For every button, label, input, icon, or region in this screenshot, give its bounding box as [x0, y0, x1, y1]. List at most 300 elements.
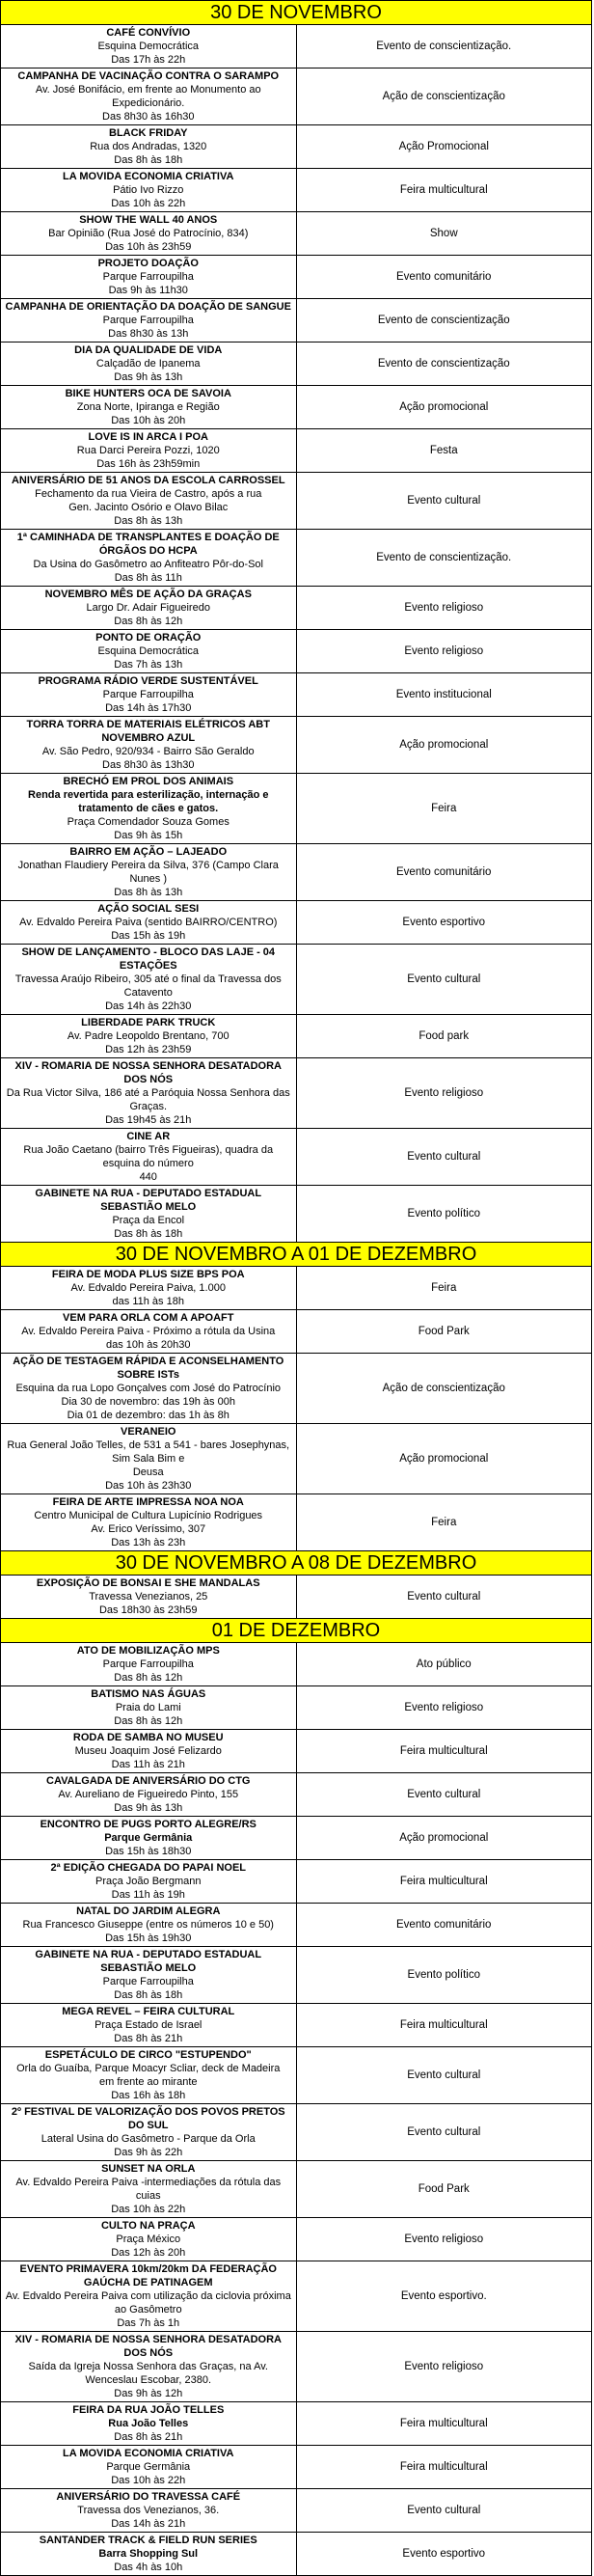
event-details — [1, 1015, 297, 1058]
event-detail-line: Travessa dos Venezianos, 36. — [77, 2505, 220, 2516]
event-name: XIV - ROMARIA DE NOSSA SENHORA DESATADORA DOS NÓS — [14, 2334, 282, 2359]
event-row — [1, 299, 592, 343]
event-detail-line: Esquina da rua Lopo Gonçalves com José do Patrocínio — [15, 1383, 282, 1394]
event-type: Evento político — [296, 1186, 592, 1243]
event-name: AÇÃO DE TESTAGEM RÁPIDA E ACONSELHAMENTO SOBRE ISTs — [13, 1356, 284, 1381]
event-type: Feira — [296, 1267, 592, 1310]
event-detail-line: Parque Farroupilha — [102, 315, 194, 326]
event-detail-line: Av. Edvaldo Pereira Paiva -intermediações da rótula das cuias — [15, 2177, 282, 2202]
event-detail-line: Das 14h às 21h — [111, 2518, 186, 2530]
event-type: Evento cultural — [296, 1576, 592, 1619]
event-name: ATO DE MOBILIZAÇÃO MPS — [76, 1645, 220, 1657]
event-detail-line: Centro Municipal de Cultura Lupicínio Rodrigues — [34, 1510, 263, 1521]
events-table-body — [1, 1, 592, 2576]
event-row — [1, 2332, 592, 2402]
event-detail-line: Da Usina do Gasômetro ao Anfiteatro Pôr-do-Sol — [33, 559, 263, 570]
event-name: FEIRA DE ARTE IMPRESSA NOA NOA — [52, 1496, 244, 1508]
event-name: BIKE HUNTERS OCA DE SAVOIA — [65, 388, 231, 399]
event-row — [1, 844, 592, 901]
event-name: LOVE IS IN ARCA I POA — [88, 431, 208, 443]
event-type: Feira — [296, 774, 592, 844]
event-name: PROJETO DOAÇÃO — [97, 258, 199, 269]
date-header-row — [1, 1243, 592, 1267]
event-row — [1, 530, 592, 587]
date-header-row — [1, 1619, 592, 1643]
event-detail-line: Das 16h às 23h59min — [96, 458, 201, 470]
event-detail-line: Das 8h às 21h — [114, 2431, 183, 2443]
event-name: FEIRA DA RUA JOÃO TELLES — [72, 2404, 225, 2416]
event-type: Evento religioso — [296, 2332, 592, 2402]
event-name: CAVALGADA DE ANIVERSÁRIO DO CTG — [46, 1775, 251, 1787]
event-type: Feira multicultural — [296, 2446, 592, 2489]
event-detail-line: Travessa Venezianos, 25 — [89, 1591, 208, 1603]
event-row — [1, 1643, 592, 1686]
event-detail-line: Praça Comendador Souza Gomes — [67, 816, 230, 828]
event-detail-line: Das 8h às 13h — [114, 515, 183, 527]
event-name: 2º FESTIVAL DE VALORIZAÇÃO DOS POVOS PRETOS DO SUL — [11, 2106, 285, 2131]
event-details — [1, 1129, 297, 1186]
event-name: CAMPANHA DE ORIENTAÇÃO DA DOAÇÃO DE SANGUE — [5, 301, 291, 313]
event-detail-line: Praça México — [116, 2233, 181, 2245]
event-details — [1, 386, 297, 429]
event-row — [1, 343, 592, 386]
event-detail-line: Rua Darci Pereira Pozzi, 1020 — [76, 445, 220, 456]
event-name: CULTO NA PRAÇA — [100, 2220, 196, 2232]
event-details — [1, 673, 297, 717]
event-type: Evento cultural — [296, 473, 592, 530]
event-details — [1, 1186, 297, 1243]
event-details — [1, 630, 297, 673]
event-row — [1, 1186, 592, 1243]
event-detail-line: Fechamento da rua Vieira de Castro, após a rua — [35, 488, 262, 500]
event-type: Ação promocional — [296, 717, 592, 774]
event-row — [1, 1730, 592, 1773]
event-details — [1, 1730, 297, 1773]
event-name: AÇÃO SOCIAL SESI — [97, 903, 200, 915]
event-row — [1, 2402, 592, 2446]
event-row — [1, 1015, 592, 1058]
event-row — [1, 1817, 592, 1860]
event-detail-line: Das 9h às 13h — [114, 371, 183, 383]
event-type: Evento religioso — [296, 2218, 592, 2261]
event-row — [1, 1576, 592, 1619]
event-detail-line: Das 14h às 17h30 — [105, 702, 192, 714]
event-detail-line: em frente ao mirante — [99, 2076, 198, 2088]
event-row — [1, 256, 592, 299]
event-detail-line: Parque Farroupilha — [102, 271, 194, 283]
event-details — [1, 2218, 297, 2261]
event-detail-line: Av. Edvaldo Pereira Paiva (sentido BAIRRO/CENTRO) — [19, 917, 278, 928]
event-details — [1, 1494, 297, 1551]
event-type: Ação promocional — [296, 386, 592, 429]
event-row — [1, 2161, 592, 2218]
event-type: Feira multicultural — [296, 1730, 592, 1773]
event-detail-line: Das 18h30 às 23h59 — [98, 1604, 198, 1616]
event-type: Evento de conscientização — [296, 299, 592, 343]
event-name: GABINETE NA RUA - DEPUTADO ESTADUAL SEBASTIÃO MELO — [35, 1949, 262, 1974]
event-detail-line: Parque Farroupilha — [102, 1976, 194, 1987]
event-detail-line: Saída da Igreja Nossa Senhora das Graças, na Av. Wenceslau Escobar, 2380. — [28, 2361, 268, 2386]
event-detail-line: Das 10h às 23h30 — [105, 1480, 192, 1492]
event-type: Evento de conscientização. — [296, 530, 592, 587]
event-details — [1, 2446, 297, 2489]
event-details — [1, 2533, 297, 2576]
event-detail-line: Av. José Bonifácio, em frente ao Monumento ao Expedicionário. — [35, 84, 261, 109]
event-name: LIBERDADE PARK TRUCK — [81, 1017, 216, 1028]
event-type: Evento cultural — [296, 2047, 592, 2104]
event-detail-line: 440 — [139, 1171, 157, 1183]
event-type: Food Park — [296, 2161, 592, 2218]
date-header: 01 DE DEZEMBRO — [1, 1619, 592, 1643]
event-details — [1, 530, 297, 587]
event-name: ESPETÁCULO DE CIRCO "ESTUPENDO" — [44, 2049, 252, 2061]
event-row — [1, 386, 592, 429]
event-type: Evento cultural — [296, 2104, 592, 2161]
event-detail-line: Das 10h às 22h — [111, 2475, 186, 2486]
event-detail-line: Das 8h às 21h — [114, 2033, 183, 2044]
event-detail-line: Da Rua Victor Silva, 186 até a Paróquia Nossa Senhora das Graças. — [6, 1087, 290, 1112]
event-row — [1, 1129, 592, 1186]
event-name: CINE AR — [126, 1131, 171, 1142]
event-details — [1, 1576, 297, 1619]
event-name: BAIRRO EM AÇÃO – LAJEADO — [69, 846, 228, 858]
event-name: BATISMO NAS ÁGUAS — [91, 1688, 206, 1700]
event-details — [1, 901, 297, 945]
event-detail-line: Das 8h às 12h — [114, 616, 183, 627]
event-detail-line: Das 16h às 18h — [111, 2090, 186, 2101]
event-detail-line: Dia 01 de dezembro: das 1h às 8h — [67, 1410, 230, 1421]
event-details — [1, 774, 297, 844]
event-detail-line: Das 11h às 21h — [111, 1759, 185, 1770]
event-row — [1, 901, 592, 945]
event-detail-line: Jonathan Flaudiery Pereira da Silva, 376 (Campo Clara Nunes ) — [17, 860, 279, 885]
event-type: Evento cultural — [296, 1129, 592, 1186]
event-detail-line: Deusa — [132, 1466, 164, 1478]
event-type: Evento religioso — [296, 1058, 592, 1129]
event-name: TORRA TORRA DE MATERIAIS ELÉTRICOS ABT NOVEMBRO AZUL — [26, 719, 270, 744]
event-row — [1, 2261, 592, 2332]
event-detail-line: Das 7h às 13h — [114, 659, 183, 671]
event-details — [1, 1058, 297, 1129]
event-row — [1, 25, 592, 69]
event-row — [1, 673, 592, 717]
event-details — [1, 473, 297, 530]
event-name: VERANEIO — [121, 1426, 176, 1438]
event-details — [1, 717, 297, 774]
event-row — [1, 2004, 592, 2047]
event-name: XIV - ROMARIA DE NOSSA SENHORA DESATADORA DOS NÓS — [14, 1060, 282, 1085]
event-row — [1, 2104, 592, 2161]
event-detail-line: das 10h às 20h30 — [106, 1339, 191, 1351]
event-row — [1, 1947, 592, 2004]
event-name: BRECHÓ EM PROL DOS ANIMAIS — [63, 776, 234, 787]
event-type: Evento cultural — [296, 1773, 592, 1817]
event-row — [1, 2218, 592, 2261]
event-type: Evento religioso — [296, 630, 592, 673]
event-detail-line: Av. São Pedro, 920/934 - Bairro São Geraldo — [41, 746, 255, 757]
event-details — [1, 1354, 297, 1424]
event-name: RODA DE SAMBA NO MUSEU — [72, 1732, 224, 1743]
event-detail-line: Orla do Guaíba, Parque Moacyr Scliar, deck de Madeira — [16, 2063, 281, 2074]
event-detail-line: Rua Francesco Giuseppe (entre os números 10 e 50) — [22, 1919, 274, 1931]
event-type: Evento cultural — [296, 2489, 592, 2533]
event-row — [1, 125, 592, 169]
event-details — [1, 2489, 297, 2533]
event-detail-line: Rua dos Andradas, 1320 — [90, 141, 207, 152]
event-details — [1, 2332, 297, 2402]
event-detail-line: Barra Shopping Sul — [98, 2548, 199, 2560]
event-detail-line: Das 9h às 11h30 — [108, 285, 188, 296]
event-details — [1, 587, 297, 630]
event-type: Ação promocional — [296, 1817, 592, 1860]
event-name: CAMPANHA DE VACINAÇÃO CONTRA O SARAMPO — [17, 70, 280, 82]
event-type: Evento esportivo — [296, 2533, 592, 2576]
event-detail-line: das 11h às 18h — [112, 1296, 184, 1307]
event-type: Ação de conscientização — [296, 1354, 592, 1424]
event-detail-line: Esquina Democrática — [97, 645, 200, 657]
event-detail-line: Das 10h às 23h59 — [105, 241, 192, 253]
event-details — [1, 125, 297, 169]
event-detail-line: Das 8h às 18h — [114, 154, 183, 166]
event-type: Ato público — [296, 1643, 592, 1686]
event-row — [1, 945, 592, 1015]
event-detail-line: Lateral Usina do Gasômetro - Parque da Orla — [40, 2133, 256, 2145]
event-detail-line: Das 11h às 19h — [111, 1889, 185, 1901]
event-detail-line: Das 17h às 22h — [111, 54, 186, 66]
event-row — [1, 2489, 592, 2533]
event-type: Evento comunitário — [296, 844, 592, 901]
event-detail-line: Das 10h às 22h — [111, 2204, 186, 2215]
event-name: BLACK FRIDAY — [109, 127, 188, 139]
event-type: Evento de conscientização. — [296, 25, 592, 69]
event-type: Food Park — [296, 1310, 592, 1354]
event-row — [1, 2446, 592, 2489]
event-name: SHOW THE WALL 40 ANOS — [79, 214, 218, 226]
event-detail-line: Rua General João Telles, de 531 a 541 - bares Josephynas, Sim Sala Bim e — [7, 1439, 290, 1465]
event-detail-line: Das 9h às 22h — [114, 2147, 183, 2158]
event-type: Evento comunitário — [296, 1904, 592, 1947]
event-detail-line: Av. Edvaldo Pereira Paiva com utilização da ciclovia próxima ao Gasômetro — [5, 2290, 291, 2316]
date-header: 30 DE NOVEMBRO A 08 DE DEZEMBRO — [1, 1551, 592, 1576]
event-name: GABINETE NA RUA - DEPUTADO ESTADUAL SEBASTIÃO MELO — [35, 1188, 262, 1213]
event-row — [1, 630, 592, 673]
event-name: 2ª EDIÇÃO CHEGADA DO PAPAI NOEL — [50, 1862, 246, 1874]
event-details — [1, 1310, 297, 1354]
event-type: Ação de conscientização — [296, 69, 592, 125]
event-detail-line: Travessa Araújo Ribeiro, 305 até o final da Travessa dos Catavento — [14, 973, 282, 999]
event-detail-line: Das 8h às 18h — [114, 1989, 183, 2001]
event-detail-line: Parque Farroupilha — [102, 689, 194, 700]
event-detail-line: Parque Germânia — [106, 2461, 191, 2473]
event-name: EVENTO PRIMAVERA 10km/20km DA FEDERAÇÃO GAÚCHA DE PATINAGEM — [19, 2263, 277, 2288]
event-details — [1, 25, 297, 69]
event-detail-line: Parque Farroupilha — [102, 1658, 194, 1670]
event-row — [1, 169, 592, 212]
date-header: 30 DE NOVEMBRO — [1, 1, 592, 25]
event-type: Evento institucional — [296, 673, 592, 717]
event-row — [1, 1904, 592, 1947]
event-details — [1, 429, 297, 473]
event-details — [1, 1686, 297, 1730]
event-name: DIA DA QUALIDADE DE VIDA — [74, 344, 223, 356]
event-row — [1, 1424, 592, 1494]
event-detail-line: Rua João Caetano (bairro Três Figueiras), quadra da esquina do número — [23, 1144, 274, 1169]
event-detail-line: Renda revertida para esterilização, internação e tratamento de cães e gatos. — [28, 789, 269, 814]
event-detail-line: Das 8h30 às 13h — [108, 328, 189, 340]
event-detail-line: Das 8h às 13h — [114, 887, 183, 898]
event-name: MEGA REVEL – FEIRA CULTURAL — [62, 2006, 235, 2017]
event-row — [1, 1860, 592, 1904]
event-name: LA MOVIDA ECONOMIA CRIATIVA — [63, 171, 234, 182]
event-detail-line: Das 4h às 10h — [114, 2562, 183, 2573]
event-detail-line: Das 15h às 19h — [111, 930, 186, 942]
event-name: ANIVERSÁRIO DO TRAVESSA CAFÉ — [56, 2491, 241, 2503]
event-detail-line: Dia 30 de novembro: das 19h às 00h — [61, 1396, 235, 1408]
event-details — [1, 1773, 297, 1817]
event-type: Ação Promocional — [296, 125, 592, 169]
event-name: LA MOVIDA ECONOMIA CRIATIVA — [63, 2448, 234, 2459]
event-detail-line: Das 12h às 20h — [111, 2247, 186, 2259]
event-detail-line: Av. Aureliano de Figueiredo Pinto, 155 — [58, 1789, 239, 1800]
event-details — [1, 2104, 297, 2161]
event-detail-line: Das 8h às 12h — [114, 1672, 183, 1684]
event-details — [1, 1267, 297, 1310]
event-row — [1, 1494, 592, 1551]
event-type: Feira multicultural — [296, 2004, 592, 2047]
event-details — [1, 256, 297, 299]
event-details — [1, 1947, 297, 2004]
event-detail-line: Das 8h às 11h — [114, 572, 182, 584]
event-row — [1, 473, 592, 530]
date-header-row — [1, 1, 592, 25]
event-type: Ação promocional — [296, 1424, 592, 1494]
event-detail-line: Das 9h às 12h — [114, 2388, 183, 2399]
event-detail-line: Das 10h às 22h — [111, 198, 186, 209]
event-detail-line: Gen. Jacinto Osório e Olavo Bilac — [68, 502, 229, 513]
event-detail-line: Av. Erico Veríssimo, 307 — [91, 1523, 206, 1535]
event-detail-line: Esquina Democrática — [97, 41, 200, 52]
event-row — [1, 1686, 592, 1730]
event-name: 1ª CAMINHADA DE TRANSPLANTES E DOAÇÃO DE ÓRGÃOS DO HCPA — [16, 532, 280, 557]
event-type: Feira multicultural — [296, 2402, 592, 2446]
event-detail-line: Bar Opinião (Rua José do Patrocínio, 834) — [48, 228, 249, 239]
event-row — [1, 587, 592, 630]
event-detail-line: Praia do Lami — [115, 1702, 181, 1713]
event-details — [1, 1817, 297, 1860]
event-details — [1, 1904, 297, 1947]
event-row — [1, 429, 592, 473]
event-type: Show — [296, 212, 592, 256]
event-type: Evento comunitário — [296, 256, 592, 299]
event-name: SHOW DE LANÇAMENTO - BLOCO DAS LAJE - 04 ESTAÇÕES — [21, 946, 276, 972]
event-details — [1, 2261, 297, 2332]
event-row — [1, 774, 592, 844]
event-row — [1, 1058, 592, 1129]
event-details — [1, 1643, 297, 1686]
event-details — [1, 69, 297, 125]
event-detail-line: Parque Germânia — [104, 1832, 193, 1844]
event-details — [1, 1860, 297, 1904]
event-type: Evento cultural — [296, 945, 592, 1015]
event-type: Feira multicultural — [296, 169, 592, 212]
event-type: Evento esportivo. — [296, 2261, 592, 2332]
event-name: CAFÉ CONVÍVIO — [106, 27, 191, 39]
event-detail-line: Museu Joaquim José Felizardo — [74, 1745, 222, 1757]
event-row — [1, 717, 592, 774]
event-detail-line: Av. Padre Leopoldo Brentano, 700 — [67, 1030, 230, 1042]
event-detail-line: Das 8h30 às 13h30 — [102, 759, 195, 771]
event-details — [1, 2402, 297, 2446]
date-header: 30 DE NOVEMBRO A 01 DE DEZEMBRO — [1, 1243, 592, 1267]
event-details — [1, 2004, 297, 2047]
event-detail-line: Av. Edvaldo Pereira Paiva - Próximo a rótula da Usina — [21, 1326, 276, 1337]
event-type: Evento de conscientização — [296, 343, 592, 386]
event-detail-line: Das 7h às 1h — [117, 2317, 180, 2329]
event-name: ENCONTRO DE PUGS PORTO ALEGRE/RS — [40, 1819, 256, 1830]
event-name: VEM PARA ORLA COM A APOAFT — [63, 1312, 234, 1324]
event-name: EXPOSIÇÃO DE BONSAI E SHE MANDALAS — [36, 1577, 260, 1589]
event-detail-line: Das 9h às 15h — [114, 830, 183, 841]
event-detail-line: Das 9h às 13h — [114, 1802, 183, 1814]
event-row — [1, 1310, 592, 1354]
event-name: ANIVERSÁRIO DE 51 ANOS DA ESCOLA CARROSSEL — [11, 475, 285, 486]
event-detail-line: Av. Edvaldo Pereira Paiva, 1.000 — [70, 1282, 226, 1294]
event-name: PONTO DE ORAÇÃO — [95, 632, 202, 644]
event-detail-line: Das 15h às 19h30 — [105, 1932, 192, 1944]
event-type: Feira multicultural — [296, 1860, 592, 1904]
event-detail-line: Das 8h30 às 16h30 — [102, 111, 195, 123]
event-details — [1, 945, 297, 1015]
event-detail-line: Das 14h às 22h30 — [105, 1000, 192, 1012]
event-row — [1, 1267, 592, 1310]
event-row — [1, 2047, 592, 2104]
event-type: Food park — [296, 1015, 592, 1058]
event-detail-line: Calçadão de Ipanema — [95, 358, 201, 370]
event-name: NOVEMBRO MÊS DE AÇÃO DA GRAÇAS — [44, 589, 252, 600]
event-row — [1, 2533, 592, 2576]
event-name: SANTANDER TRACK & FIELD RUN SERIES — [39, 2535, 257, 2546]
event-name: SUNSET NA ORLA — [101, 2163, 196, 2175]
event-type: Evento político — [296, 1947, 592, 2004]
event-detail-line: Praça João Bergmann — [95, 1876, 202, 1887]
event-details — [1, 299, 297, 343]
event-detail-line: Das 12h às 23h59 — [105, 1044, 192, 1055]
date-header-row — [1, 1551, 592, 1576]
event-details — [1, 2161, 297, 2218]
event-detail-line: Pátio Ivo Rizzo — [113, 184, 184, 196]
event-type: Evento religioso — [296, 1686, 592, 1730]
event-detail-line: Das 19h45 às 21h — [105, 1114, 192, 1126]
event-detail-line: Rua João Telles — [108, 2418, 189, 2429]
event-name: NATAL DO JARDIM ALEGRA — [76, 1905, 221, 1917]
event-type: Evento religioso — [296, 587, 592, 630]
event-detail-line: Largo Dr. Adair Figueiredo — [86, 602, 210, 614]
event-details — [1, 844, 297, 901]
event-type: Feira — [296, 1494, 592, 1551]
event-row — [1, 69, 592, 125]
event-details — [1, 1424, 297, 1494]
event-detail-line: Praça Estado de Israel — [94, 2019, 202, 2031]
event-detail-line: Das 8h às 18h — [114, 1228, 183, 1240]
event-detail-line: Das 15h às 18h30 — [105, 1846, 192, 1857]
event-detail-line: Das 13h às 23h — [111, 1537, 186, 1548]
event-row — [1, 1773, 592, 1817]
event-type: Evento esportivo — [296, 901, 592, 945]
event-details — [1, 343, 297, 386]
event-details — [1, 2047, 297, 2104]
event-detail-line: Das 8h às 12h — [114, 1715, 183, 1727]
event-detail-line: Das 10h às 20h — [111, 415, 186, 426]
